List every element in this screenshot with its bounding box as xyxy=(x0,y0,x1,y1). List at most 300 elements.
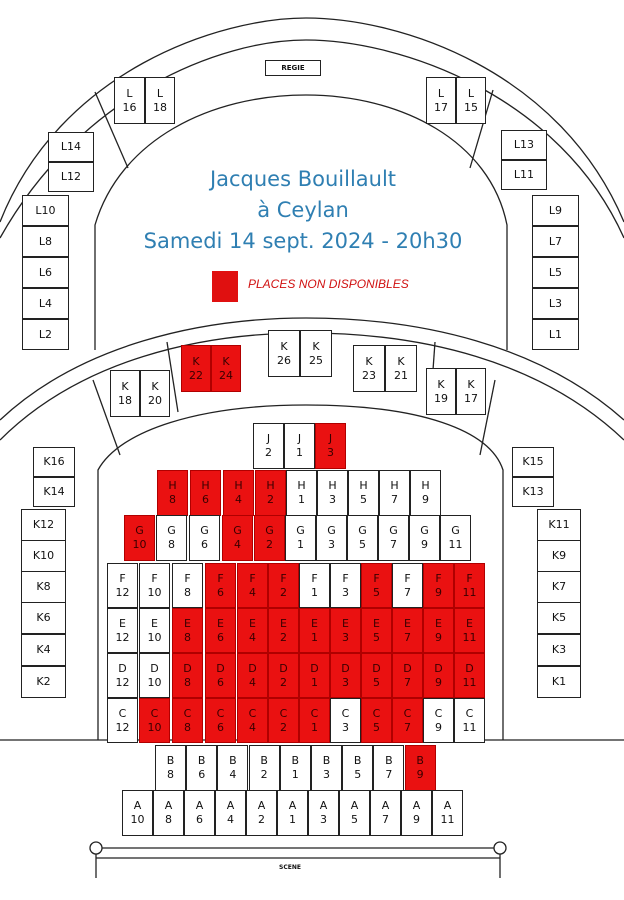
seat-row-label: K xyxy=(467,377,475,391)
seat-row-label: K2 xyxy=(36,675,51,688)
seat-number-label: 7 xyxy=(404,675,411,689)
seat-row-label: E xyxy=(280,616,287,630)
event-venue: à Ceylan xyxy=(257,198,349,222)
seat-l6[interactable] xyxy=(22,257,69,288)
seat-l14[interactable] xyxy=(48,132,94,162)
seat-g-3[interactable] xyxy=(316,515,347,561)
seat-a-7[interactable] xyxy=(370,790,401,836)
seat-row-label: L5 xyxy=(548,265,563,279)
seat-l9[interactable] xyxy=(532,195,579,226)
seat-row-label: C xyxy=(403,706,412,720)
seat-row-label: L xyxy=(126,86,133,100)
seat-row-label: F xyxy=(151,571,158,585)
seat-number-label: 1 xyxy=(311,630,318,644)
seat-number-label: 10 xyxy=(147,720,162,734)
seat-row-label: K xyxy=(192,354,200,368)
legend-unavailable-label: PLACES NON DISPONIBLES xyxy=(248,277,409,291)
seat-e-3[interactable] xyxy=(330,608,361,653)
seat-row-label: A xyxy=(226,799,235,812)
seat-k14[interactable] xyxy=(33,477,75,507)
seat-l10[interactable] xyxy=(22,195,69,226)
seat-k3[interactable] xyxy=(537,634,581,666)
seat-row-label: G xyxy=(167,524,176,537)
seat-g-11[interactable] xyxy=(440,515,471,561)
seat-number-label: 10 xyxy=(147,675,162,689)
seat-k-20[interactable] xyxy=(140,370,170,417)
seat-row-label: C xyxy=(118,706,127,720)
seat-number-label: 26 xyxy=(277,353,291,367)
seat-number-label: 9 xyxy=(413,813,420,826)
seat-k7[interactable] xyxy=(537,571,581,603)
seat-row-label: E xyxy=(217,616,224,630)
seat-d-11[interactable] xyxy=(454,653,485,698)
seat-number-label: 12 xyxy=(115,585,130,599)
seat-row-label: K6 xyxy=(36,611,51,624)
seat-number-label: 10 xyxy=(130,813,145,826)
seat-number-label: 1 xyxy=(311,585,318,599)
seat-number-label: 5 xyxy=(373,630,380,644)
seat-b-7[interactable] xyxy=(373,745,404,791)
seat-row-label: K xyxy=(222,354,230,368)
seat-number-label: 4 xyxy=(227,813,234,826)
seat-k-19[interactable] xyxy=(426,368,456,415)
seat-number-label: 12 xyxy=(115,675,130,689)
seat-row-label: C xyxy=(310,706,319,720)
seat-j-1[interactable] xyxy=(284,423,315,469)
seat-row-label: B xyxy=(291,754,300,767)
seat-number-label: 2 xyxy=(280,720,287,734)
seat-row-label: C xyxy=(434,706,443,720)
seat-row-label: K11 xyxy=(548,518,570,531)
seat-row-label: K xyxy=(121,379,129,393)
seat-row-label: C xyxy=(150,706,159,720)
seat-f-7[interactable] xyxy=(392,563,423,608)
seat-number-label: 8 xyxy=(165,813,172,826)
seat-c-8[interactable] xyxy=(172,698,203,743)
seat-number-label: 11 xyxy=(462,630,477,644)
seat-number-label: 24 xyxy=(219,368,233,382)
seat-row-label: F xyxy=(119,571,126,585)
seat-l-16[interactable] xyxy=(114,77,145,124)
seat-number-label: 7 xyxy=(385,768,393,781)
seat-number-label: 5 xyxy=(360,493,367,506)
seat-g-9[interactable] xyxy=(409,515,440,561)
seat-row-label: H xyxy=(328,479,337,492)
seat-c-11[interactable] xyxy=(454,698,485,743)
seat-number-label: 1 xyxy=(289,813,296,826)
seat-a-11[interactable] xyxy=(432,790,463,836)
seat-number-label: 7 xyxy=(391,493,398,506)
seat-l11[interactable] xyxy=(501,160,547,190)
seat-number-label: 8 xyxy=(184,630,191,644)
seat-k16[interactable] xyxy=(33,447,75,477)
seat-number-label: 5 xyxy=(373,675,380,689)
seat-number-label: 2 xyxy=(280,630,287,644)
seat-number-label: 6 xyxy=(217,720,224,734)
seat-l8[interactable] xyxy=(22,226,69,257)
seat-number-label: 6 xyxy=(217,585,224,599)
seat-c-2[interactable] xyxy=(268,698,299,743)
seat-number-label: 11 xyxy=(462,720,477,734)
seat-number-label: 9 xyxy=(416,768,424,781)
seat-j-2[interactable] xyxy=(253,423,284,469)
seat-row-label: B xyxy=(322,754,331,767)
seat-number-label: 19 xyxy=(434,391,448,405)
seat-d-8[interactable] xyxy=(172,653,203,698)
seat-b-6[interactable] xyxy=(186,745,217,791)
seat-a-3[interactable] xyxy=(308,790,339,836)
seat-c-9[interactable] xyxy=(423,698,454,743)
seat-row-label: K7 xyxy=(551,580,567,593)
seat-number-label: 8 xyxy=(184,720,191,734)
seat-g-2[interactable] xyxy=(254,515,285,561)
seat-k1[interactable] xyxy=(537,666,581,698)
seat-a-8[interactable] xyxy=(153,790,184,836)
seat-number-label: 2 xyxy=(265,446,272,459)
seat-e-4[interactable] xyxy=(237,608,268,653)
seat-row-label: K4 xyxy=(36,643,51,656)
seat-number-label: 9 xyxy=(435,675,442,689)
seat-c-6[interactable] xyxy=(205,698,236,743)
seat-number-label: 5 xyxy=(359,538,366,551)
seat-b-9[interactable] xyxy=(405,745,436,791)
seat-a-9[interactable] xyxy=(401,790,432,836)
seat-g-10[interactable] xyxy=(124,515,155,561)
seat-e-5[interactable] xyxy=(361,608,392,653)
seat-b-5[interactable] xyxy=(342,745,373,791)
seat-k12[interactable] xyxy=(21,509,66,541)
seat-h-3[interactable] xyxy=(317,470,348,516)
seat-number-label: 6 xyxy=(217,630,224,644)
seat-h-6[interactable] xyxy=(190,470,221,516)
seat-k8[interactable] xyxy=(21,571,66,603)
seat-k-18[interactable] xyxy=(110,370,140,417)
seat-k9[interactable] xyxy=(537,540,581,572)
seat-l13[interactable] xyxy=(501,130,547,160)
seat-k-26[interactable] xyxy=(268,330,300,377)
seat-d-12[interactable] xyxy=(107,653,138,698)
seat-row-label: H xyxy=(359,479,368,492)
seat-a-10[interactable] xyxy=(122,790,153,836)
seat-number-label: 1 xyxy=(311,720,318,734)
seat-k13[interactable] xyxy=(512,477,554,507)
seat-l2[interactable] xyxy=(22,319,69,350)
seat-row-label: F xyxy=(311,571,318,585)
seat-f-4[interactable] xyxy=(237,563,268,608)
seat-d-6[interactable] xyxy=(205,653,236,698)
seat-row-label: C xyxy=(216,706,225,720)
seat-number-label: 11 xyxy=(440,813,455,826)
seat-f-11[interactable] xyxy=(454,563,485,608)
seat-number-label: 6 xyxy=(202,493,209,506)
seat-c-4[interactable] xyxy=(237,698,268,743)
scene-label: SCENE xyxy=(279,864,301,871)
seat-number-label: 3 xyxy=(342,585,349,599)
seat-row-label: K xyxy=(312,339,320,353)
seat-d-10[interactable] xyxy=(139,653,170,698)
seat-f-5[interactable] xyxy=(361,563,392,608)
seat-number-label: 23 xyxy=(362,368,376,382)
seat-a-4[interactable] xyxy=(215,790,246,836)
seat-number-label: 17 xyxy=(464,391,478,405)
seat-row-label: F xyxy=(217,571,224,585)
seat-number-label: 7 xyxy=(404,630,411,644)
event-date: Samedi 14 sept. 2024 - 20h30 xyxy=(143,229,463,253)
seat-g-1[interactable] xyxy=(285,515,316,561)
seat-a-6[interactable] xyxy=(184,790,215,836)
seat-f-8[interactable] xyxy=(172,563,203,608)
seat-row-label: L xyxy=(156,86,164,100)
seat-row-label: K12 xyxy=(32,518,55,531)
seat-b-8[interactable] xyxy=(155,745,186,791)
seat-number-label: 4 xyxy=(235,493,242,506)
seat-k2[interactable] xyxy=(21,666,66,698)
seat-number-label: 1 xyxy=(291,768,299,781)
seat-row-label: J xyxy=(297,432,302,445)
seat-number-label: 12 xyxy=(115,720,130,734)
seat-number-label: 7 xyxy=(382,813,389,826)
seat-number-label: 4 xyxy=(249,630,256,644)
seat-row-label: D xyxy=(248,661,257,675)
seat-e-11[interactable] xyxy=(454,608,485,653)
seat-number-label: 18 xyxy=(118,393,132,407)
seat-number-label: 11 xyxy=(448,538,463,551)
seat-row-label: E xyxy=(119,616,126,630)
seat-k-24[interactable] xyxy=(211,345,241,392)
seat-row-label: D xyxy=(434,661,443,675)
seat-number-label: 3 xyxy=(342,630,349,644)
seat-number-label: 6 xyxy=(217,675,224,689)
seat-h-9[interactable] xyxy=(410,470,441,516)
seat-row-label: L13 xyxy=(513,138,535,151)
seat-d-3[interactable] xyxy=(330,653,361,698)
seat-h-2[interactable] xyxy=(255,470,286,516)
seat-number-label: 3 xyxy=(342,675,349,689)
seat-row-label: E xyxy=(373,616,380,630)
seat-number-label: 12 xyxy=(115,630,130,644)
seat-e-1[interactable] xyxy=(299,608,330,653)
seat-row-label: G xyxy=(389,524,398,537)
seat-e-2[interactable] xyxy=(268,608,299,653)
seat-d-9[interactable] xyxy=(423,653,454,698)
seat-number-label: 22 xyxy=(189,368,203,382)
seat-l-18[interactable] xyxy=(145,77,175,124)
seat-e-12[interactable] xyxy=(107,608,138,653)
seat-row-label: D xyxy=(150,661,159,675)
seat-row-label: L3 xyxy=(548,296,563,310)
seat-g-4[interactable] xyxy=(222,515,253,561)
seat-row-label: L xyxy=(467,86,475,100)
seat-row-label: H xyxy=(234,479,243,492)
seat-row-label: E xyxy=(151,616,158,630)
seat-j-3[interactable] xyxy=(315,423,346,469)
seat-k15[interactable] xyxy=(512,447,554,477)
seat-f-1[interactable] xyxy=(299,563,330,608)
seat-h-8[interactable] xyxy=(157,470,188,516)
seat-row-label: B xyxy=(385,754,393,767)
seat-number-label: 15 xyxy=(464,100,478,114)
seat-row-label: K xyxy=(437,377,445,391)
seat-l4[interactable] xyxy=(22,288,69,319)
seat-f-3[interactable] xyxy=(330,563,361,608)
seat-k4[interactable] xyxy=(21,634,66,666)
seat-row-label: A xyxy=(443,799,452,812)
seat-row-label: L2 xyxy=(38,327,53,341)
seat-number-label: 25 xyxy=(309,353,323,367)
legend-unavailable-swatch xyxy=(212,271,238,302)
seat-h-7[interactable] xyxy=(379,470,410,516)
seat-b-2[interactable] xyxy=(249,745,280,791)
seat-k5[interactable] xyxy=(537,602,581,634)
seat-row-label: L11 xyxy=(513,168,535,181)
seat-row-label: J xyxy=(328,432,333,445)
seat-k-25[interactable] xyxy=(300,330,332,377)
seat-d-7[interactable] xyxy=(392,653,423,698)
seat-l7[interactable] xyxy=(532,226,579,257)
seat-number-label: 3 xyxy=(327,446,334,459)
seat-k6[interactable] xyxy=(21,602,66,634)
seat-d-1[interactable] xyxy=(299,653,330,698)
seat-row-label: E xyxy=(404,616,411,630)
seat-number-label: 3 xyxy=(320,813,327,826)
seat-number-label: 5 xyxy=(373,585,380,599)
seat-k-21[interactable] xyxy=(385,345,417,392)
seat-row-label: L8 xyxy=(38,234,53,248)
seat-c-7[interactable] xyxy=(392,698,423,743)
seat-number-label: 8 xyxy=(184,675,191,689)
seat-number-label: 1 xyxy=(298,493,305,506)
seat-l3[interactable] xyxy=(532,288,579,319)
seat-number-label: 2 xyxy=(267,493,274,506)
seat-row-label: D xyxy=(118,661,127,675)
seat-a-5[interactable] xyxy=(339,790,370,836)
seat-row-label: E xyxy=(311,616,318,630)
seat-row-label: H xyxy=(168,479,177,492)
seat-row-label: F xyxy=(466,571,473,585)
seat-f-2[interactable] xyxy=(268,563,299,608)
seat-g-6[interactable] xyxy=(189,515,220,561)
seat-row-label: D xyxy=(341,661,350,675)
seat-b-1[interactable] xyxy=(280,745,311,791)
seat-f-6[interactable] xyxy=(205,563,236,608)
seat-row-label: K3 xyxy=(551,643,567,656)
seat-row-label: L12 xyxy=(60,170,82,183)
seat-row-label: C xyxy=(341,706,350,720)
seat-e-10[interactable] xyxy=(139,608,170,653)
seat-l5[interactable] xyxy=(532,257,579,288)
seat-number-label: 17 xyxy=(434,100,448,114)
seat-e-6[interactable] xyxy=(205,608,236,653)
seat-h-5[interactable] xyxy=(348,470,379,516)
seat-c-5[interactable] xyxy=(361,698,392,743)
seat-row-label: A xyxy=(133,799,142,812)
seat-row-label: G xyxy=(135,524,144,537)
seat-b-4[interactable] xyxy=(217,745,248,791)
seat-l-17[interactable] xyxy=(426,77,456,124)
seat-l12[interactable] xyxy=(48,162,94,192)
seat-e-9[interactable] xyxy=(423,608,454,653)
seat-number-label: 9 xyxy=(435,585,442,599)
seat-b-3[interactable] xyxy=(311,745,342,791)
seat-row-label: B xyxy=(353,754,362,767)
seat-f-12[interactable] xyxy=(107,563,138,608)
seat-number-label: 7 xyxy=(404,720,411,734)
seat-c-10[interactable] xyxy=(139,698,170,743)
seat-number-label: 2 xyxy=(266,538,273,551)
seat-e-8[interactable] xyxy=(172,608,203,653)
seat-g-5[interactable] xyxy=(347,515,378,561)
seat-l1[interactable] xyxy=(532,319,579,350)
seat-row-label: G xyxy=(358,524,367,537)
seat-k-17[interactable] xyxy=(456,368,486,415)
seat-row-label: F xyxy=(404,571,411,585)
seat-c-12[interactable] xyxy=(107,698,138,743)
seat-number-label: 9 xyxy=(422,493,429,506)
seat-g-7[interactable] xyxy=(378,515,409,561)
seat-a-2[interactable] xyxy=(246,790,277,836)
seat-row-label: H xyxy=(201,479,210,492)
seat-row-label: E xyxy=(184,616,191,630)
seat-d-4[interactable] xyxy=(237,653,268,698)
seat-row-label: D xyxy=(310,661,319,675)
seat-row-label: L4 xyxy=(38,296,53,310)
seat-number-label: 4 xyxy=(249,675,256,689)
seat-row-label: K15 xyxy=(522,455,544,468)
seat-f-9[interactable] xyxy=(423,563,454,608)
seat-number-label: 6 xyxy=(198,768,206,781)
seat-k-22[interactable] xyxy=(181,345,211,392)
seat-row-label: K1 xyxy=(551,675,567,688)
seat-number-label: 1 xyxy=(296,446,303,459)
seat-number-label: 11 xyxy=(462,675,477,689)
seat-k11[interactable] xyxy=(537,509,581,541)
seat-row-label: K xyxy=(280,339,288,353)
seat-number-label: 2 xyxy=(260,768,268,781)
seat-number-label: 11 xyxy=(462,585,477,599)
seat-number-label: 6 xyxy=(201,538,208,551)
seat-d-5[interactable] xyxy=(361,653,392,698)
seat-row-label: G xyxy=(265,524,274,537)
seat-h-1[interactable] xyxy=(286,470,317,516)
seat-row-label: B xyxy=(166,754,175,767)
seat-number-label: 5 xyxy=(373,720,380,734)
seat-row-label: C xyxy=(248,706,257,720)
seat-number-label: 5 xyxy=(354,768,362,781)
seat-row-label: K xyxy=(365,354,373,368)
seat-number-label: 8 xyxy=(167,768,174,781)
seat-k-23[interactable] xyxy=(353,345,385,392)
seat-a-1[interactable] xyxy=(277,790,308,836)
seat-h-4[interactable] xyxy=(223,470,254,516)
seat-row-label: L1 xyxy=(548,327,563,341)
seat-number-label: 2 xyxy=(280,675,287,689)
seat-f-10[interactable] xyxy=(139,563,170,608)
seat-row-label: A xyxy=(164,799,173,812)
seat-row-label: F xyxy=(249,571,256,585)
seat-g-8[interactable] xyxy=(156,515,187,561)
seat-number-label: 3 xyxy=(328,538,335,551)
seat-l-15[interactable] xyxy=(456,77,486,124)
seat-row-label: F xyxy=(373,571,380,585)
seat-e-7[interactable] xyxy=(392,608,423,653)
seat-d-2[interactable] xyxy=(268,653,299,698)
seat-row-label: L10 xyxy=(35,203,56,217)
seat-c-1[interactable] xyxy=(299,698,330,743)
seat-k10[interactable] xyxy=(21,540,66,572)
seat-row-label: C xyxy=(279,706,288,720)
seat-number-label: 10 xyxy=(147,630,162,644)
seat-c-3[interactable] xyxy=(330,698,361,743)
